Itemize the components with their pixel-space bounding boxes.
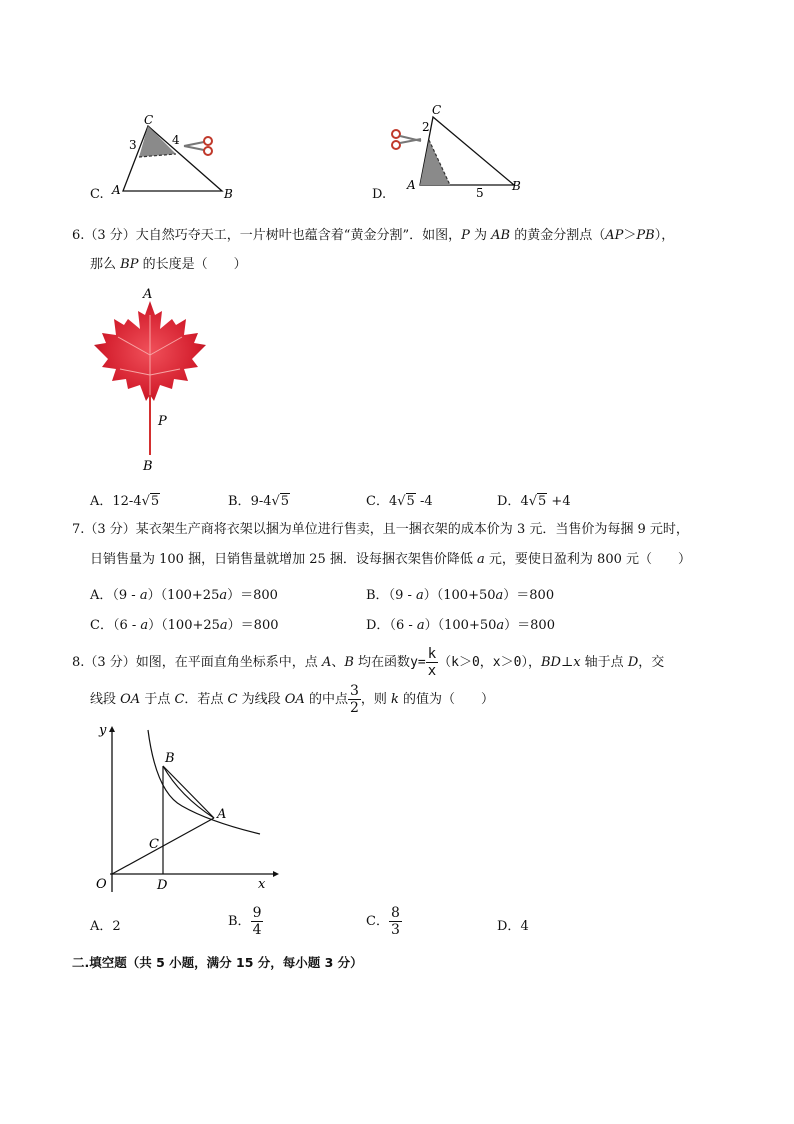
section-2-heading: 二.填空题（共 5 小题，满分 15 分，每小题 3 分）: [72, 955, 363, 970]
point-p-label: P: [158, 414, 167, 429]
vertex-c-label: C: [144, 113, 154, 127]
vertex-b-label: B: [224, 187, 233, 201]
vertex-a-label: A: [407, 178, 416, 192]
point-b-label: B: [143, 459, 153, 474]
scissors-icon: [392, 130, 421, 149]
function-expression: y= $\frac{k}{x}$ （k＞0，x＞0）: [410, 646, 528, 679]
q6-stem-line2: 那么 BP 的长度是（ ）: [90, 257, 247, 272]
q6-maple-leaf-figure: [88, 285, 213, 480]
side-length-2-label: 2: [422, 120, 430, 134]
q7-stem-line2: 日销售量为 100 捆，日销售量就增加 25 捆．设每捆衣架售价降低 a 元，要使日盈利为 800 元（ ）: [90, 552, 692, 567]
point-a-label: A: [217, 807, 227, 822]
q6-option-b: B．9-4√5: [228, 494, 290, 509]
q5-option-d-figure: [388, 100, 538, 200]
side-length-3-label: 3: [129, 138, 137, 152]
q7-option-b: B．（9 - a）（100+50a）＝800: [366, 588, 555, 603]
vertex-c-label: C: [432, 103, 442, 117]
q8-option-d: D．4: [497, 919, 529, 934]
q8-stem-line1: 8.（3 分）如图，在平面直角坐标系中，点 A、B 均在函数y= $\frac{k}{x}$ （k＞0，x＞0），BD⊥x 轴于点 D，交: [72, 646, 665, 679]
q6-option-d: D．4√5 +4: [497, 494, 571, 509]
q8-stem-line2: 线段 OA 于点 C．若点 C 为线段 OA 的中点 $\frac{3}{2}$ ，则 k 的值为（ ）: [90, 683, 495, 716]
segment-ba: [163, 766, 214, 818]
q8-option-a: A．2: [90, 919, 121, 934]
q5-option-c-letter: C.: [90, 187, 104, 202]
point-a-label: A: [143, 287, 153, 302]
point-d-label: D: [157, 878, 168, 893]
origin-o-label: O: [96, 877, 107, 892]
q8-option-b: B． $\frac{9}{4}$: [228, 905, 262, 938]
scissors-icon: [184, 137, 212, 155]
q7-option-d: D．（6 - a）（100+50a）＝800: [366, 618, 555, 633]
q7-option-a: A．（9 - a）（100+25a）＝800: [90, 588, 278, 603]
q6-option-c: C．4√5 -4: [366, 494, 433, 509]
q5-option-c-figure: [108, 108, 238, 203]
q7-stem-line1: 7.（3 分）某衣架生产商将衣架以捆为单位进行售卖，且一捆衣架的成本价为 3 元．当售价为每捆 9 元时，: [72, 522, 689, 537]
hyperbola-curve: [148, 730, 260, 834]
vertex-a-label: A: [112, 183, 121, 197]
x-axis-label: x: [258, 877, 266, 892]
vertex-b-label: B: [512, 179, 521, 193]
q8-option-c: C． $\frac{8}{3}$: [366, 905, 400, 938]
shaded-small-triangle: [139, 126, 176, 157]
side-length-5-label: 5: [476, 186, 484, 200]
y-axis-label: y: [99, 723, 107, 738]
shaded-small-triangle: [420, 140, 450, 185]
q5-option-d-letter: D.: [372, 187, 387, 202]
x-axis-arrow-icon: [273, 871, 279, 877]
q8-coordinate-figure: [90, 722, 280, 894]
y-axis-arrow-icon: [109, 726, 115, 732]
point-b-label: B: [165, 751, 175, 766]
q6-option-a: A．12-4√5: [90, 494, 160, 509]
q7-option-c: C．（6 - a）（100+25a）＝800: [90, 618, 279, 633]
q6-stem-line1: 6.（3 分）大自然巧夺天工，一片树叶也蕴含着“黄金分割”．如图，P 为 AB 的黄金分割点（AP＞PB），: [72, 228, 675, 243]
side-length-4-label: 4: [172, 133, 180, 147]
point-c-label: C: [149, 837, 159, 852]
